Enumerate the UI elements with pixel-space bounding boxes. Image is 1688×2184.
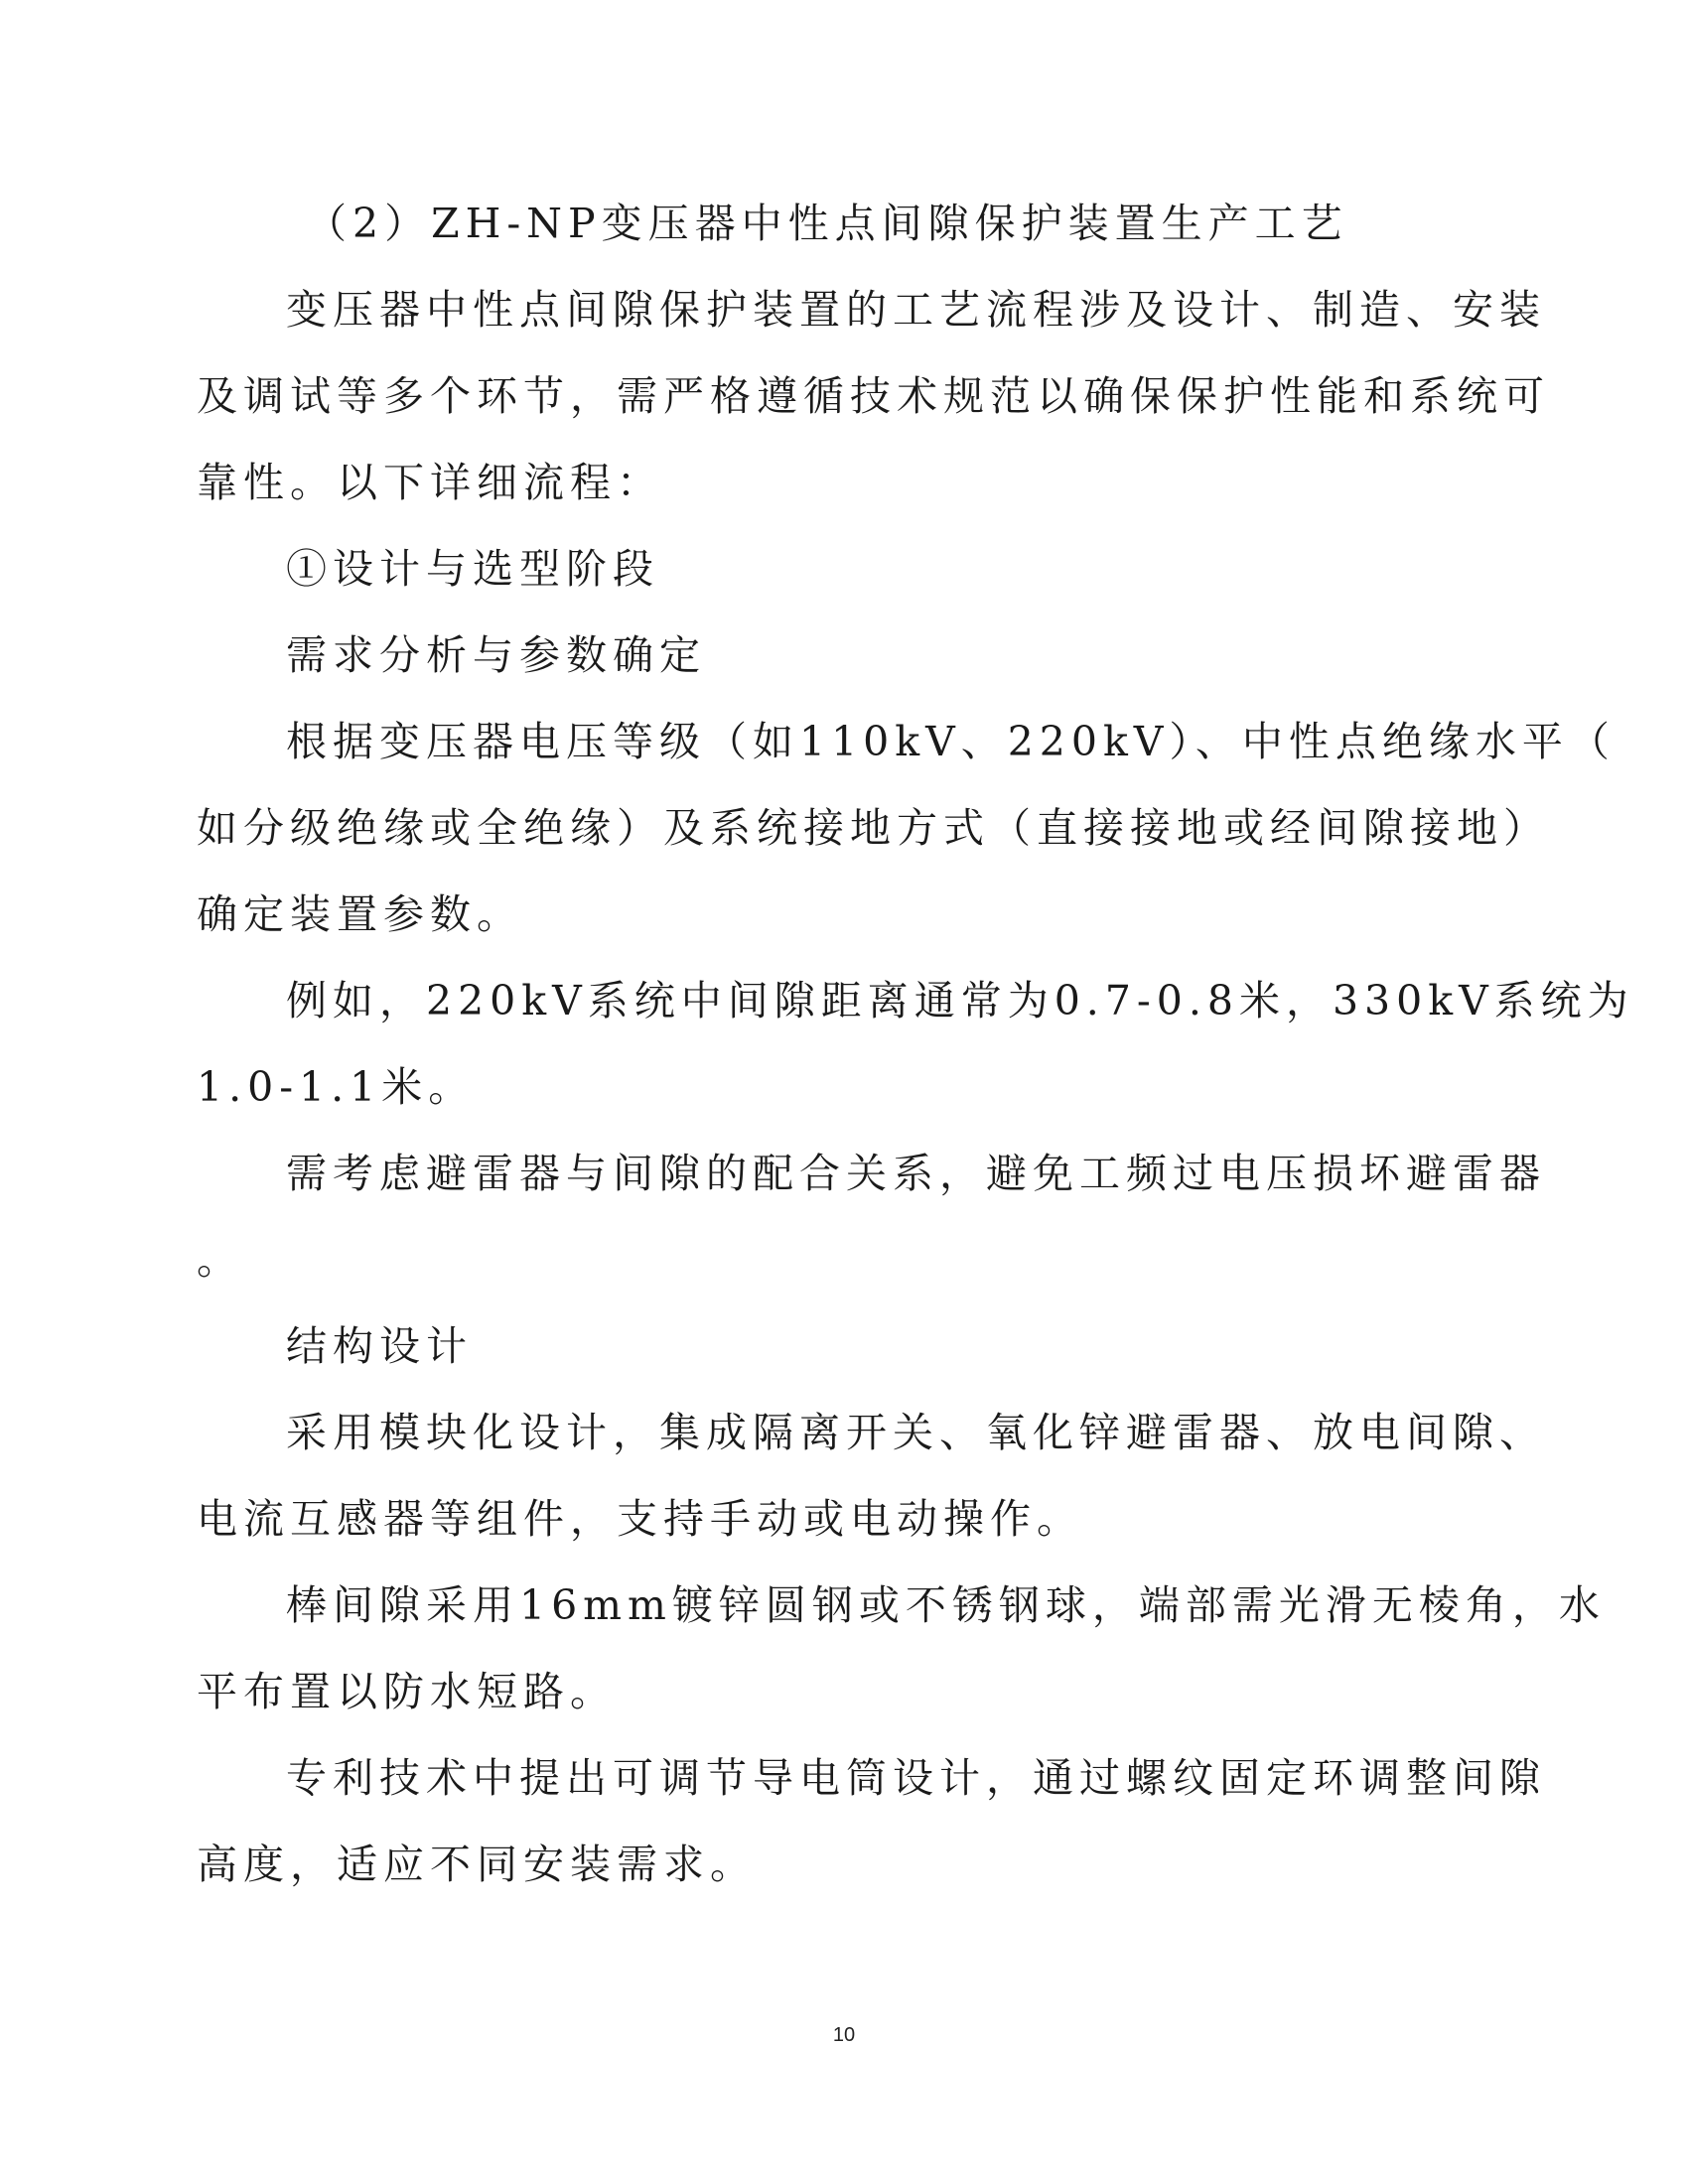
subsection-heading: ①设计与选型阶段 <box>286 545 659 593</box>
paragraph-line: 确定装置参数。 <box>197 890 523 938</box>
paragraph-line: 如分级绝缘或全绝缘）及系统接地方式（直接接地或经间隙接地） <box>197 804 1550 852</box>
paragraph-line: 根据变压器电压等级（如110kV、220kV）、中性点绝缘水平（ <box>286 718 1616 765</box>
paragraph-line: 电流互感器等组件，支持手动或电动操作。 <box>197 1495 1083 1543</box>
page-number: 10 <box>832 2024 856 2046</box>
paragraph-line: 采用模块化设计，集成隔离开关、氧化锌避雷器、放电间隙、 <box>286 1409 1546 1456</box>
subsection-heading: 结构设计 <box>286 1322 473 1370</box>
subsection-heading: 需求分析与参数确定 <box>286 631 706 679</box>
paragraph-line: 例如，220kV系统中间隙距离通常为0.7-0.8米，330kV系统为 <box>286 977 1634 1024</box>
paragraph-line: 高度，适应不同安装需求。 <box>197 1841 757 1888</box>
paragraph-line: 平布置以防水短路。 <box>197 1668 617 1715</box>
paragraph-line: 。 <box>197 1236 243 1284</box>
paragraph-line: 靠性。以下详细流程： <box>197 459 663 506</box>
paragraph-line: 专利技术中提出可调节导电筒设计，通过螺纹固定环调整间隙 <box>286 1754 1546 1802</box>
paragraph-line: 变压器中性点间隙保护装置的工艺流程涉及设计、制造、安装 <box>286 286 1546 334</box>
section-heading: （2）ZH-NP变压器中性点间隙保护装置生产工艺 <box>306 200 1348 247</box>
paragraph-line: 1.0-1.1米。 <box>197 1063 476 1111</box>
paragraph-line: 棒间隙采用16mm镀锌圆钢或不锈钢球，端部需光滑无棱角，水 <box>286 1581 1606 1629</box>
paragraph-line: 及调试等多个环节，需严格遵循技术规范以确保保护性能和系统可 <box>197 372 1550 420</box>
paragraph-line: 需考虑避雷器与间隙的配合关系，避免工频过电压损坏避雷器 <box>286 1150 1546 1197</box>
